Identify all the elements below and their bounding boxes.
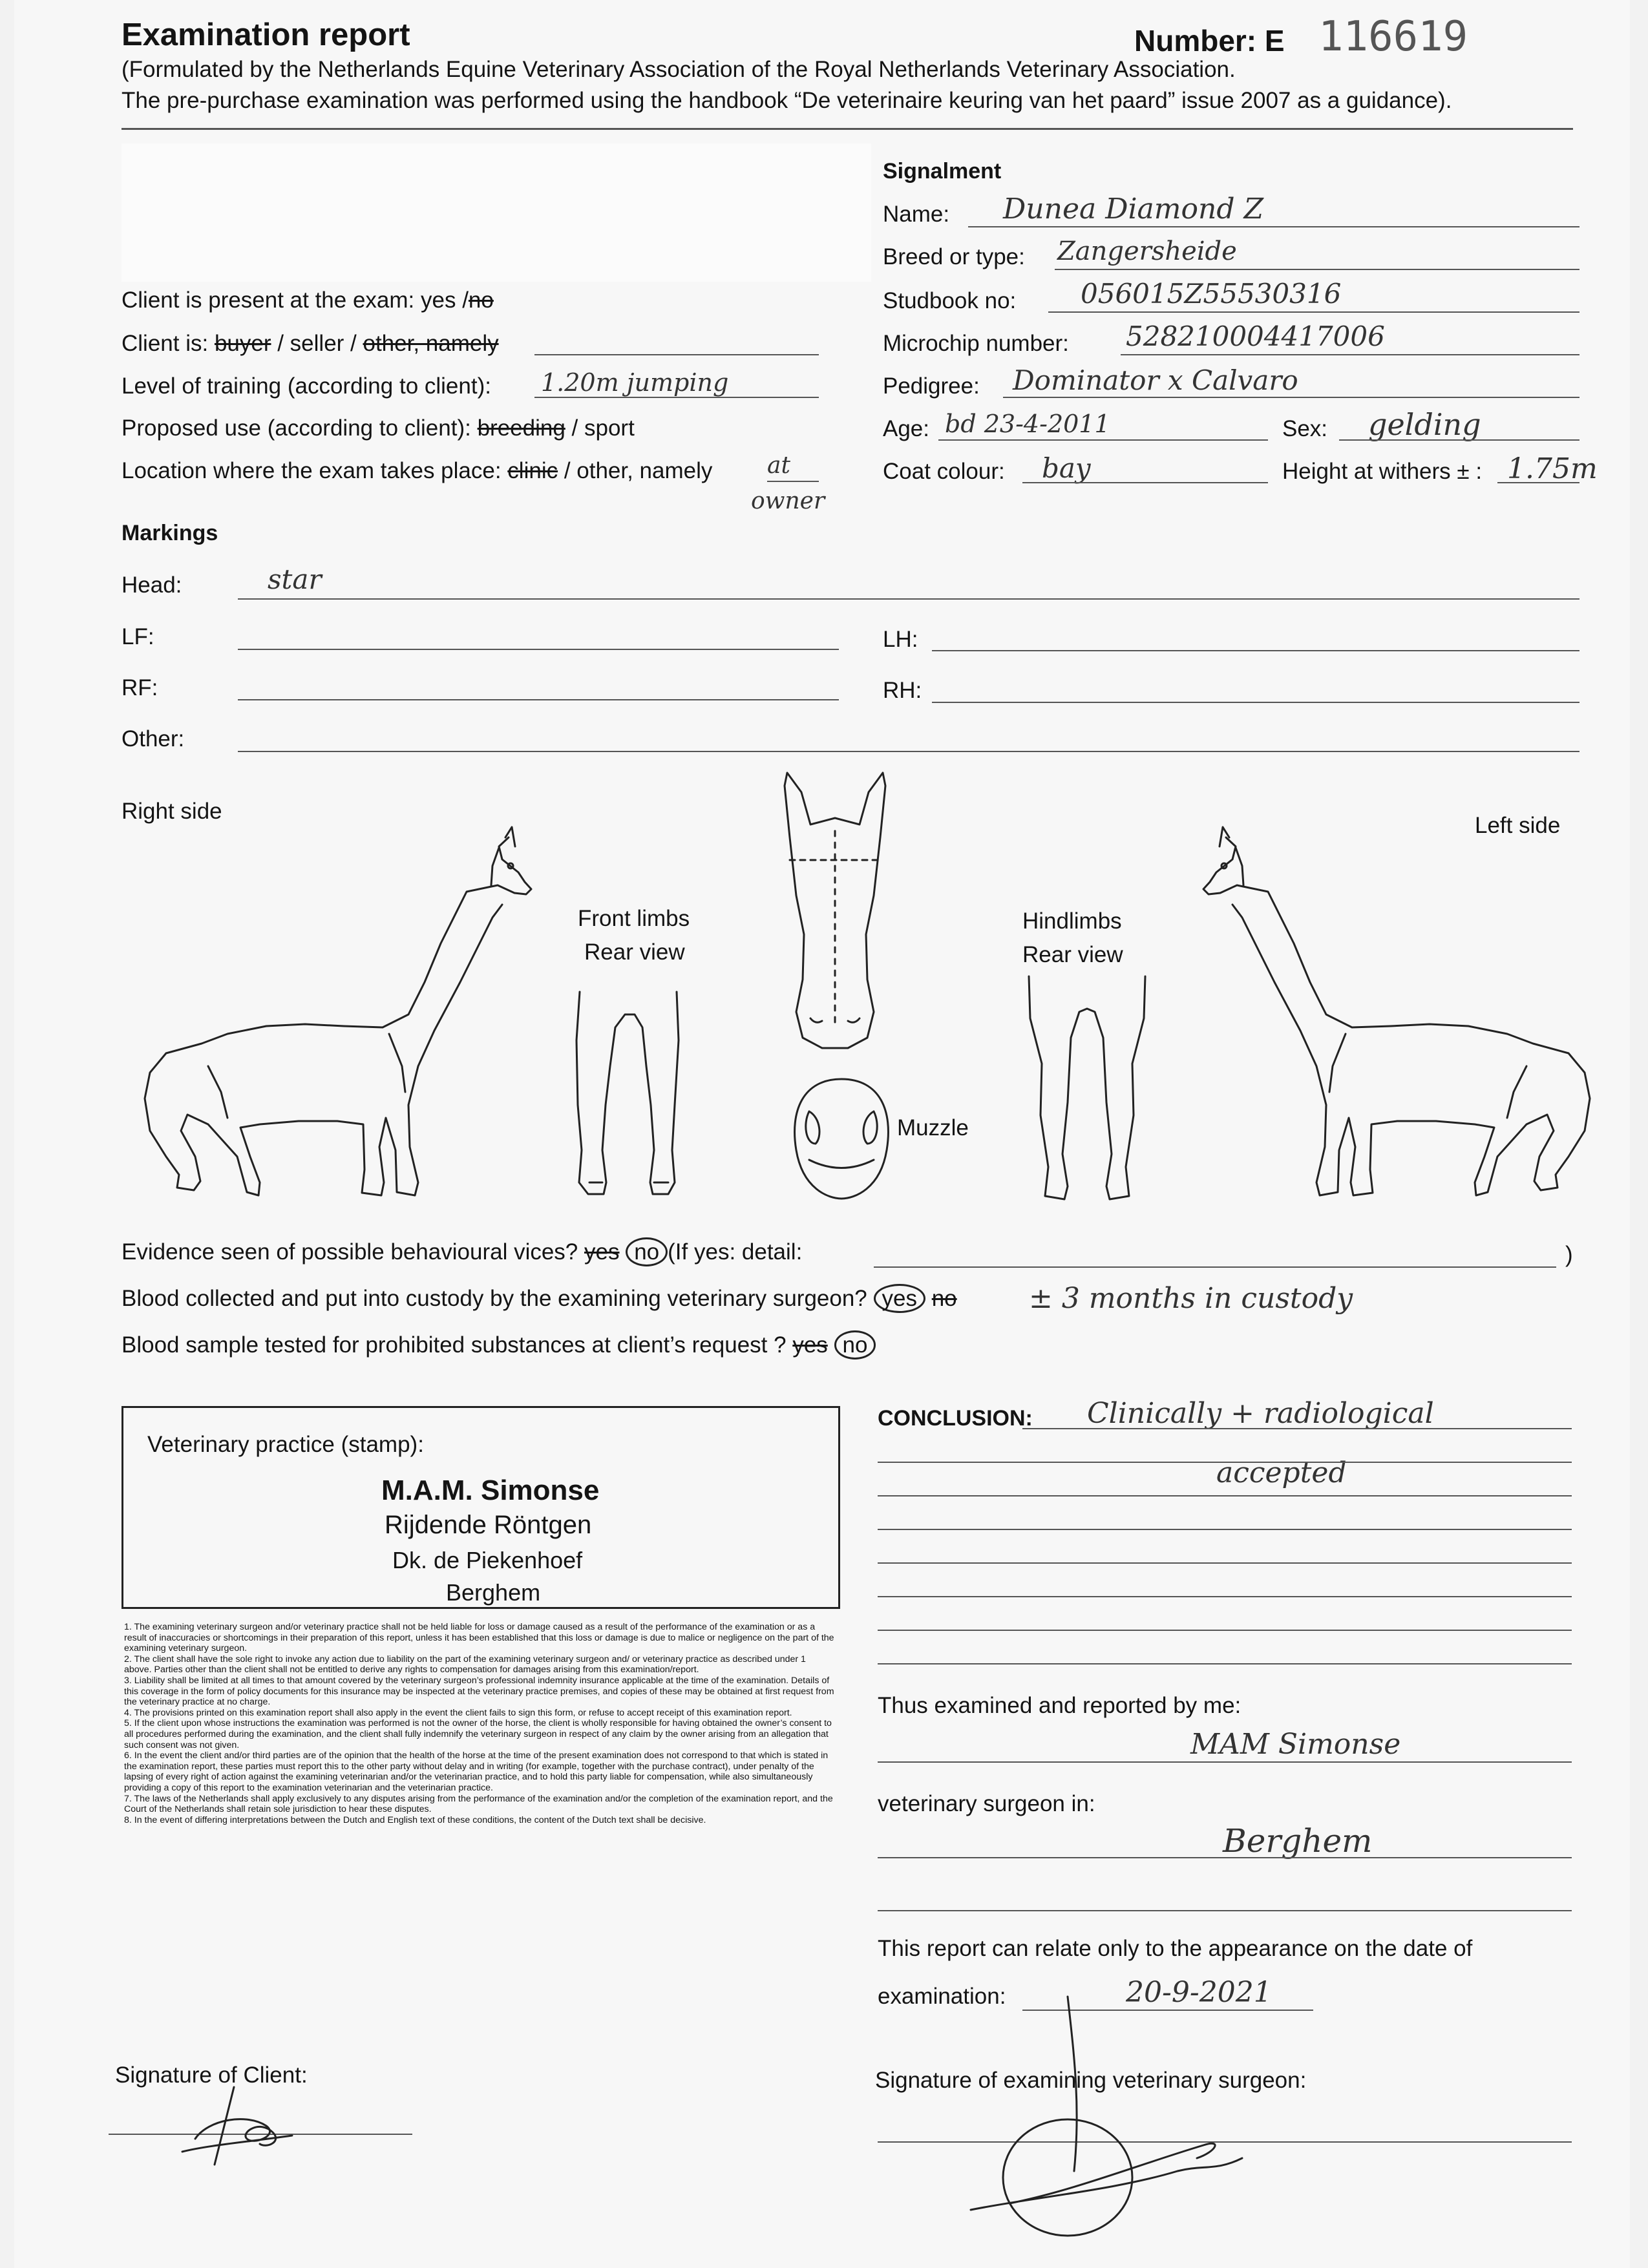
coat-value: bay [1042, 452, 1091, 484]
term-8: 8. In the event of differing interpretations between the Dutch and English text of these conditions, the content of the Dutch text shall be decisive. [124, 1814, 706, 1825]
hindlimbs-rear-view-drawing [1022, 973, 1152, 1206]
head-front-view-drawing [777, 766, 893, 1051]
report-title: Examination report [121, 17, 410, 52]
examined-by-value: MAM Simonse [1190, 1728, 1401, 1761]
blood-row: Blood collected and put into custody by the examining veterinary surgeon? yes no [121, 1286, 957, 1312]
coat-line [1022, 482, 1268, 483]
coat-label: Coat colour: [883, 459, 1005, 484]
age-value: bd 23-4-2011 [945, 410, 1110, 438]
client-signature-drawing [169, 2074, 299, 2171]
lh-label: LH: [883, 627, 918, 652]
muzzle-label: Muzzle [897, 1115, 969, 1140]
exam-date-label: examination: [878, 1984, 1006, 2009]
client-present-row: Client is present at the exam: yes /no [121, 288, 494, 313]
signalment-heading: Signalment [883, 159, 1002, 184]
location-row: Location where the exam takes place: clinic / other, namely [121, 458, 713, 483]
conclusion-line-7 [878, 1630, 1572, 1631]
rf-label: RF: [121, 675, 158, 700]
conclusion-line-4 [878, 1529, 1572, 1530]
pedigree-label: Pedigree: [883, 373, 980, 399]
height-value: 1.75m [1507, 452, 1598, 485]
hindlimbs-rear-view-label: Rear view [1022, 942, 1123, 967]
pedigree-line [1003, 397, 1579, 398]
studbook-value: 056015Z55530316 [1081, 278, 1342, 310]
right-side-label: Right side [121, 799, 222, 824]
term-3: 3. Liability shall be limited at all times to that amount covered by the veterinary surgeon’s professional indemnity insurance applicable at the time of the examination. Details of this coverage in the form of policy documents for this insurance may be inspected at the veterinary practice premises, and copies of these may be obtained at first request from the veterinary practice at no charge. [124, 1675, 834, 1708]
stamp-line-2: Rijdende Röntgen [385, 1511, 592, 1539]
lf-line [238, 649, 839, 650]
studbook-label: Studbook no: [883, 288, 1017, 313]
breed-value: Zangersheide [1057, 236, 1237, 266]
height-line [1497, 482, 1579, 483]
pedigree-value: Dominator x Calvaro [1013, 364, 1298, 396]
conclusion-line-5 [878, 1562, 1572, 1564]
microchip-value: 528210004417006 [1126, 320, 1385, 352]
head-value: star [268, 563, 322, 595]
redacted-area [121, 143, 871, 282]
studbook-line [1048, 311, 1579, 313]
breed-label: Breed or type: [883, 244, 1025, 269]
vices-row: Evidence seen of possible behavioural vices? yes no (If yes: detail: [121, 1239, 802, 1265]
breed-line [1055, 269, 1579, 270]
horse-right-side-drawing [131, 821, 570, 1208]
location-value-2: owner [751, 488, 825, 514]
location-line [767, 481, 819, 482]
name-label: Name: [883, 202, 950, 227]
proposed-use-row: Proposed use (according to client): breeding / sport [121, 415, 635, 441]
relate-text: This report can relate only to the appearance on the date of [878, 1936, 1473, 1961]
term-4: 4. The provisions printed on this examination report shall also apply in the event the client fails to sign this form, or refuse to accept receipt of this examination report. [124, 1707, 792, 1718]
term-6: 6. In the event the client and/or third parties are of the opinion that the health of the horse at the time of the present examination does not correspond to that which is stated in the examination report, these parties must report this to the other party without delay and in writing (for example, together with the purchase contract), under penalty of the lapsing of every right of action against the examining veterinarian and/or the veterinarian practice, and to hold this party liable for compensation, while also simultaneously providing a copy of this report to the examination veterinarian and the veterinarian practice. [124, 1750, 829, 1793]
vet-signature-drawing [945, 1977, 1268, 2249]
term-2: 2. The client shall have the sole right to invoke any action due to liability on the part of the examining veterinary surgeon and/ or veterinary practice as described under 1 above. Parties other than the client shall not be entitled to derive any rights to compensation for damages arising from this examination/report. [124, 1654, 806, 1675]
head-label: Head: [121, 572, 182, 598]
lh-line [932, 650, 1579, 651]
conclusion-value-1: Clinically + radiological [1087, 1397, 1434, 1430]
training-label: Level of training (according to client): [121, 373, 491, 399]
conclusion-line-3 [878, 1495, 1572, 1496]
surgeon-in-line [878, 1857, 1572, 1858]
other-line [238, 751, 1579, 752]
conclusion-line-8 [878, 1663, 1572, 1664]
microchip-label: Microchip number: [883, 331, 1069, 356]
vet-signature-label: Signature of examining veterinary surgeon: [875, 2068, 1307, 2093]
sex-label: Sex: [1282, 416, 1328, 441]
conclusion-value-2: accepted [1216, 1456, 1347, 1489]
front-limbs-rear-view-label: Rear view [584, 940, 685, 965]
term-5: 5. If the client upon whose instructions the examination was performed is not the owner of the horse, the client is wholly responsible for having obtained the owner’s consent to all procedures performed during the examination, and the client shall fully indemnify the veterinary surgeon in respect of any claim by the owner arising from an allegation that such consent was not given. [124, 1718, 832, 1750]
name-value: Dunea Diamond Z [1003, 193, 1264, 226]
rh-line [932, 702, 1579, 703]
stamp-line-4: Berghem [446, 1579, 541, 1606]
sex-value: gelding [1368, 407, 1481, 442]
report-number-label: Number: E [1134, 24, 1285, 58]
report-number-value: 116619 [1318, 13, 1468, 61]
stamp-line-1: M.A.M. Simonse [381, 1475, 600, 1506]
age-line [938, 439, 1268, 441]
subtitle-line-2: The pre-purchase examination was performed using the handbook “De veterinaire keuring van het paard” issue 2007 as a guidance). [121, 88, 1452, 113]
muzzle-drawing [790, 1073, 893, 1202]
markings-heading: Markings [121, 521, 218, 545]
head-line [238, 598, 1579, 600]
horse-left-side-drawing [1165, 821, 1604, 1208]
left-side-label: Left side [1475, 813, 1561, 838]
term-1: 1. The examining veterinary surgeon and/or veterinary practice shall not be held liable for loss or damage caused as a result of the performance of the examination or as a result of inaccuracies or shortcomings in their preparation of this report, unless it has been established that this loss or damage is due to malice or negligence on the part of the examining veterinary surgeon. [124, 1622, 834, 1654]
training-value: 1.20m jumping [541, 368, 729, 397]
training-line [534, 397, 819, 398]
examined-by-line [878, 1761, 1572, 1763]
blood-note: ± 3 months in custody [1029, 1282, 1353, 1315]
rh-label: RH: [883, 678, 922, 703]
stamp-line-3: Dk. de Piekenhoef [392, 1547, 583, 1573]
conclusion-line-2 [878, 1462, 1572, 1463]
hindlimbs-label: Hindlimbs [1022, 908, 1122, 934]
height-label: Height at withers ± : [1282, 459, 1483, 484]
examination-report-page [14, 0, 1630, 2268]
examined-by-label: Thus examined and reported by me: [878, 1693, 1241, 1718]
subtitle-line-1: (Formulated by the Netherlands Equine Veterinary Association of the Royal Netherlands Veterinary Association. [121, 57, 1236, 82]
tested-row: Blood sample tested for prohibited substances at client’s request ? yes no [121, 1332, 876, 1358]
conclusion-line-1 [1022, 1428, 1572, 1429]
location-value-1: at [767, 452, 790, 479]
terms-block [124, 1622, 835, 1825]
name-line [968, 226, 1579, 227]
sex-line [1339, 439, 1579, 441]
front-limbs-rear-view-drawing [570, 989, 686, 1202]
front-limbs-label: Front limbs [578, 906, 690, 931]
stamp-label: Veterinary practice (stamp): [147, 1432, 424, 1457]
lf-label: LF: [121, 624, 154, 649]
surgeon-in-label: veterinary surgeon in: [878, 1791, 1095, 1816]
exam-date-value: 20-9-2021 [1126, 1976, 1272, 2009]
client-signature-label: Signature of Client: [115, 2063, 308, 2088]
other-label: Other: [121, 726, 185, 751]
client-other-line [534, 354, 819, 355]
rf-line [238, 699, 839, 700]
term-7: 7. The laws of the Netherlands shall apply exclusively to any disputes arising from the performance of the examination and/or the completion of the examination report, and the Court of the Netherlands shall retain sole jurisdiction to hear these disputes. [124, 1793, 833, 1815]
age-label: Age: [883, 416, 929, 441]
client-is-row: Client is: buyer / seller / other, namely [121, 331, 499, 356]
surgeon-in-value: Berghem [1223, 1822, 1373, 1860]
header-divider [121, 128, 1573, 130]
vices-close-paren: ) [1565, 1242, 1573, 1267]
conclusion-label: CONCLUSION: [878, 1406, 1033, 1431]
conclusion-line-6 [878, 1596, 1572, 1597]
surgeon-in-line-2 [878, 1910, 1572, 1911]
microchip-line [1121, 354, 1579, 355]
vices-detail-line [874, 1266, 1556, 1268]
